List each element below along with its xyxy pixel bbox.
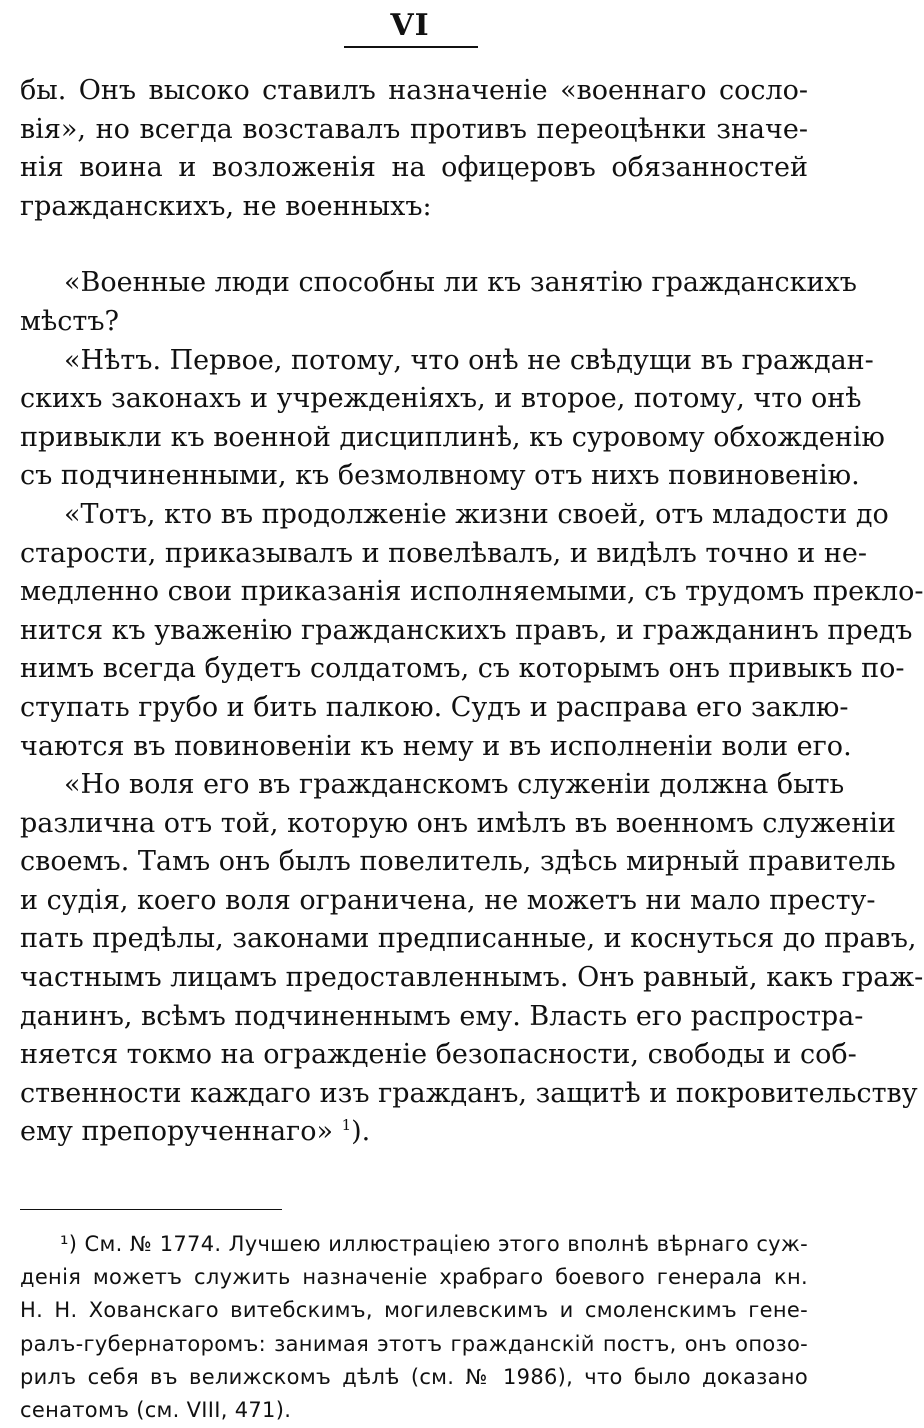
text-line [20,380,862,419]
text-line [20,303,808,342]
footnotes [20,1228,808,1427]
line-text: и судiя, коего воля ограничена, не можетъ ни мало престу- [20,884,876,916]
line-text: ственности каждаго изъ гражданъ, защитѣ и покровительству [20,1077,918,1109]
text-line [20,111,808,150]
text-line [20,959,924,998]
line-text: ступать грубо и бить палкою. Судъ и расправа его заклю- [20,691,849,723]
line-text: «Нѣтъ. Первое, потому, что онѣ не свѣдущи въ граждан- [64,344,874,376]
line-text: медленно свои приказанiя исполняемыми, съ трудомъ преклo- [20,576,924,608]
line-text: нится къ уваженiю гражданскихъ правъ, и гражданинъ предъ [20,614,913,646]
text-line [20,496,889,535]
line-text: нiя воина и возложенiя на офицеровъ обязанностей [20,152,808,184]
line-text: «Тотъ, кто въ продолженiе жизни своей, отъ младости до [64,498,889,530]
footnote-line [20,1294,808,1327]
text-line [20,1075,918,1114]
footnote-line [20,1328,808,1361]
body-text [20,72,924,1152]
footnote-rule [20,1209,282,1210]
line-text: пать предѣлы, законами предписанные, и коснуться до правъ, [20,923,917,955]
footnote-line [20,1361,808,1394]
line-text: «Военные люди способны ли къ занятiю гражданскихъ [64,267,857,299]
line-text: скихъ законахъ и учрежденiяхъ, и второе, потому, что онѣ [20,383,862,415]
footnote-line [20,1228,808,1261]
header-rule [344,46,478,48]
text-line [20,419,885,458]
line-text: привыкли къ военной дисциплинѣ, къ суровому обхожденiю [20,421,885,453]
text-line [20,805,896,844]
line-text: ему препорученнаго» [20,1116,333,1148]
line-text: чаются въ повиновенiи къ нему и въ исполненiи воли его. [20,730,852,762]
footnote-text: Н. Н. Хованскаго витебскимъ, могилевскимъ и смоленскимъ гене- [20,1298,808,1323]
text-line [20,728,852,767]
text-line [20,766,845,805]
line-text: своемъ. Тамъ онъ былъ повелитель, здѣсь мирный правитель [20,846,896,878]
text-line [20,650,905,689]
footnote-line [20,1261,808,1294]
footnote-ref: 1 [341,1116,352,1135]
text-line [20,573,924,612]
line-text: мѣстъ? [20,305,119,337]
line-text: бы. Онъ высоко ставилъ назначенiе «военнаго сосло- [20,75,808,106]
line-text: вiя», но всегда возставалъ противъ переоцѣнки значе- [20,113,808,145]
line-text: старости, приказывалъ и повелѣвалъ, и видѣлъ точно и не- [20,537,867,569]
text-line [20,882,876,921]
line-text: частнымъ лицамъ предоставленнымъ. Онъ равный, какъ граж- [20,962,924,994]
text-line [20,149,808,188]
paragraph-gap [20,226,808,264]
line-text: нимъ всегда будетъ солдатомъ, съ которымъ онъ привыкъ по- [20,653,905,685]
text-line [20,342,874,381]
text-line [20,264,857,303]
line-text: различна отъ той, которую онъ имѣлъ въ военномъ служенiи [20,807,896,839]
text-line [20,998,864,1037]
line-text: съ подчиненными, къ безмолвному отъ нихъ повиновенiю. [20,460,860,492]
text-line [20,843,896,882]
footnote-text: денiя можетъ служить назначенiе храбраго боевого генерала кн. [20,1265,808,1290]
text-line [20,1036,857,1075]
footnote-text: ралъ-губернаторомъ: занимая этотъ гражданскiй постъ, онъ опозо- [20,1331,808,1356]
footnote-line [20,1394,808,1427]
footnote-text: рилъ себя въ велижскомъ дѣлѣ (см. № 1986), что было доказано [20,1364,808,1389]
text-line [20,689,849,728]
line-text: «Но воля его въ гражданскомъ служенiи должна быть [64,769,845,801]
line-tail: ). [351,1116,371,1148]
footnote-text: сенатомъ (см. VIII, 471). [20,1397,292,1422]
text-line [20,457,860,496]
line-text: гражданскихъ, не военныхъ: [20,190,432,222]
line-text: няется токмо на огражденiе безопасности, свободы и соб- [20,1039,857,1071]
text-line [20,1113,808,1152]
text-line [20,535,867,574]
text-line [20,920,917,959]
text-line [20,72,808,111]
text-line [20,612,913,651]
footnote-text: ¹) См. № 1774. Лучшею иллюстрацiею этого вполнѣ вѣрнаго суж- [60,1232,808,1256]
line-text: данинъ, всѣмъ подчиненнымъ ему. Власть его распростра- [20,1000,864,1032]
page-number: VI [390,8,430,43]
text-line [20,188,808,227]
